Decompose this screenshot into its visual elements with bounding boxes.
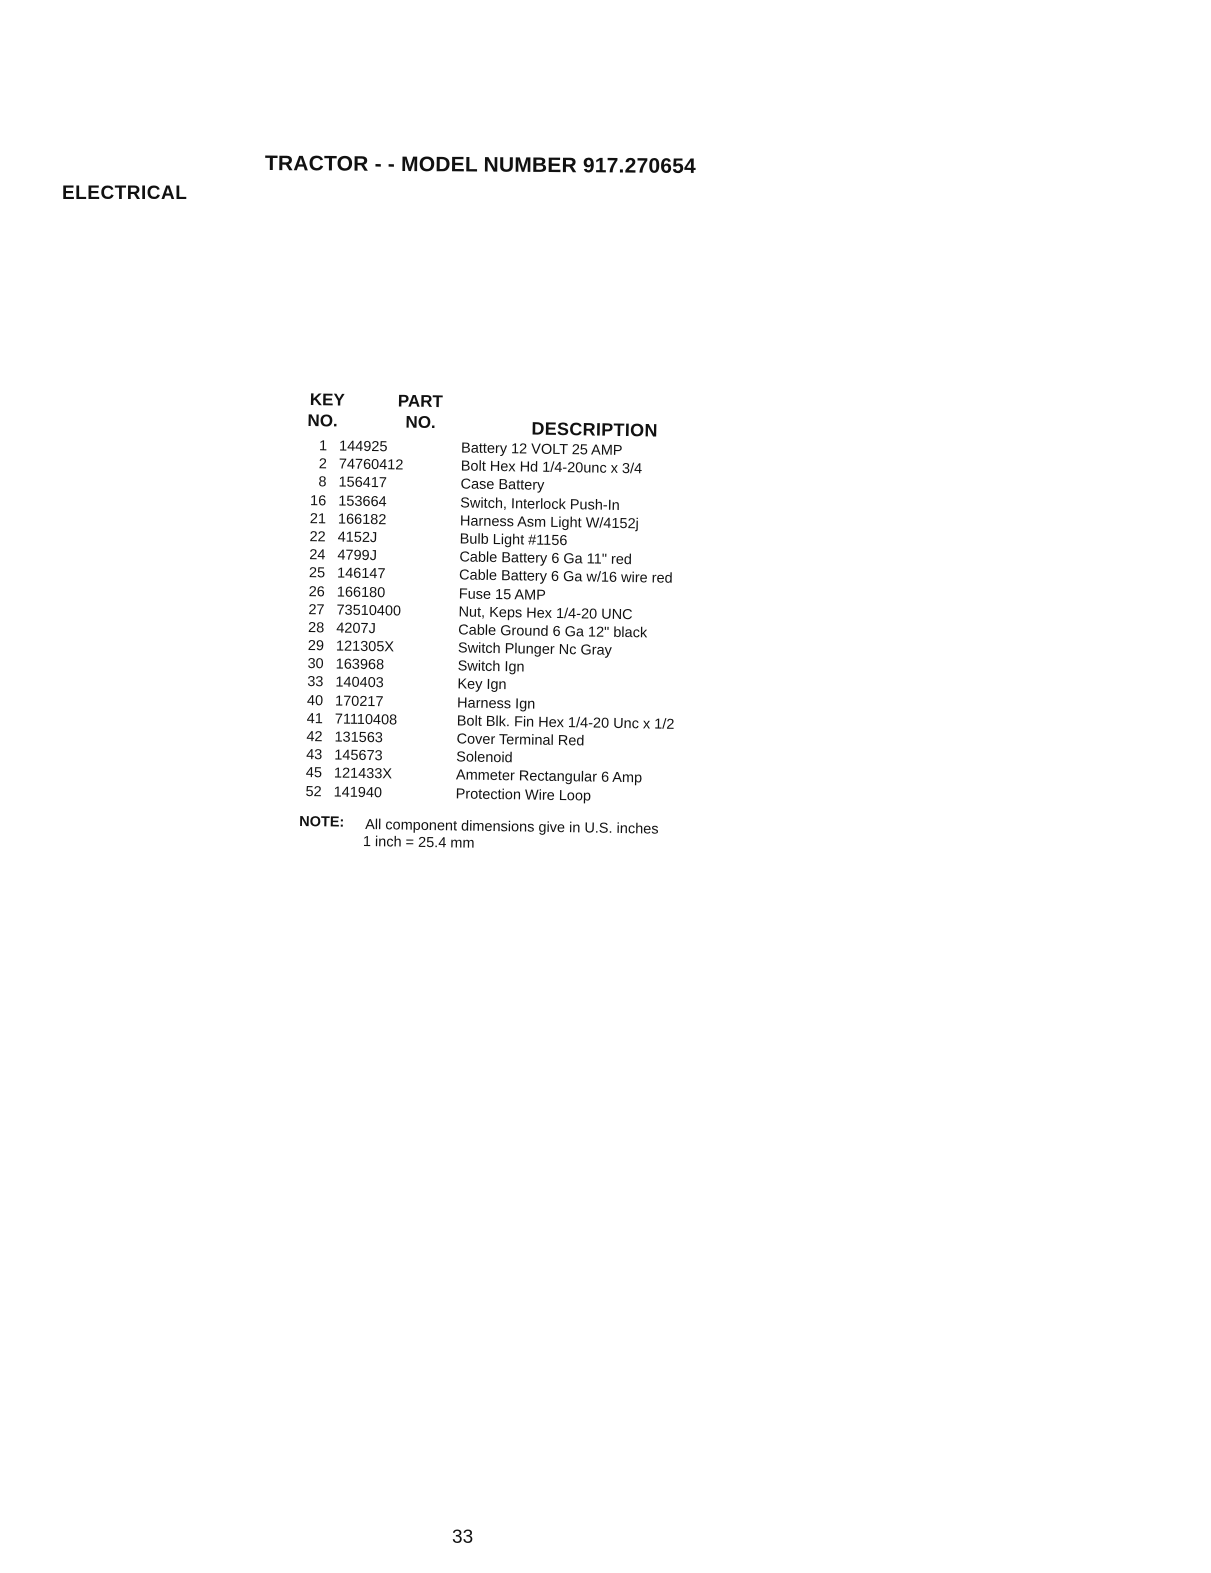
parts-table-header — [305, 390, 746, 445]
key-column-header-line2: NO. — [307, 411, 338, 431]
key-number: 2 — [318, 456, 327, 473]
key-number: 1 — [318, 438, 328, 455]
section-label: ELECTRICAL — [62, 183, 188, 204]
part-description: Bulb Light #1156 — [459, 531, 568, 550]
part-number: 4207J — [336, 620, 376, 637]
key-number: 30 — [307, 656, 324, 673]
part-description: Harness Ign — [456, 695, 536, 713]
part-number: 170217 — [334, 693, 384, 710]
key-number: 29 — [307, 638, 325, 655]
key-column-header-line1: KEY — [309, 390, 345, 410]
part-number: 141940 — [333, 784, 383, 801]
part-number: 71110408 — [334, 711, 398, 729]
part-description: Cable Battery 6 Ga w/16 wire red — [458, 567, 673, 588]
key-number: 26 — [308, 583, 325, 600]
part-number: 73510400 — [336, 602, 402, 620]
parts-table-body — [300, 438, 746, 809]
part-description: Protection Wire Loop — [455, 785, 592, 805]
key-number: 28 — [307, 619, 325, 637]
part-description: Switch Ign — [457, 658, 525, 676]
note — [299, 814, 740, 861]
part-description: Solenoid — [456, 749, 513, 767]
part-description: Fuse 15 AMP — [458, 585, 546, 604]
key-number: 8 — [318, 474, 327, 491]
key-number: 42 — [306, 729, 323, 746]
part-number: 121305X — [335, 638, 395, 656]
key-number: 16 — [309, 492, 327, 509]
part-number: 140403 — [335, 674, 384, 692]
part-number: 4799J — [337, 547, 378, 565]
key-number: 40 — [306, 692, 324, 709]
part-description: Bolt Blk. Fin Hex 1/4-20 Unc x 1/2 — [456, 713, 675, 733]
part-description: Ammeter Rectangular 6 Amp — [455, 767, 643, 787]
note-text: All component dimensions give in U.S. inches — [365, 816, 659, 838]
part-description: Switch Plunger Nc Gray — [457, 640, 612, 659]
part-column-header-line2: NO. — [405, 412, 436, 433]
note-label: NOTE: — [299, 813, 345, 831]
part-number: 163968 — [335, 656, 385, 674]
part-number: 4152J — [337, 529, 378, 547]
key-number: 25 — [308, 565, 326, 582]
part-number: 131563 — [334, 729, 384, 747]
key-number: 24 — [309, 547, 326, 564]
part-number: 144925 — [338, 438, 388, 456]
part-number: 166180 — [336, 584, 386, 601]
part-description: Switch, Interlock Push-In — [460, 495, 620, 514]
part-column-header-line1: PART — [397, 391, 443, 412]
key-number: 22 — [309, 529, 326, 546]
part-description: Battery 12 VOLT 25 AMP — [460, 440, 623, 459]
key-number: 21 — [309, 510, 327, 528]
part-description: Bolt Hex Hd 1/4-20unc x 3/4 — [460, 458, 643, 478]
part-number: 153664 — [338, 493, 387, 510]
part-description: Nut, Keps Hex 1/4-20 UNC — [458, 604, 633, 623]
part-number: 121433X — [333, 765, 393, 783]
part-number: 166182 — [337, 511, 387, 529]
part-description: Key Ign — [457, 676, 507, 694]
note-conversion: 1 inch = 25.4 mm — [362, 833, 475, 852]
page-title: TRACTOR - - MODEL NUMBER 917.270654 — [264, 152, 696, 179]
part-description: Cable Battery 6 Ga 11" red — [459, 549, 633, 569]
part-number: 156417 — [338, 474, 388, 492]
key-number: 43 — [305, 747, 323, 764]
part-description: Cover Terminal Red — [456, 731, 585, 750]
key-number: 27 — [308, 601, 325, 619]
page-number: 33 — [452, 1527, 474, 1548]
part-description: Case Battery — [460, 476, 545, 495]
key-number: 45 — [305, 765, 323, 782]
part-number: 146147 — [336, 565, 386, 583]
parts-list — [299, 390, 746, 861]
part-description: Harness Asm Light W/4152j — [459, 513, 639, 532]
description-column-header: DESCRIPTION — [531, 418, 658, 441]
part-description: Cable Ground 6 Ga 12" black — [458, 622, 648, 642]
part-number: 145673 — [334, 747, 383, 765]
key-number: 41 — [306, 710, 323, 728]
key-number: 33 — [307, 674, 324, 691]
part-number: 74760412 — [338, 456, 404, 474]
key-number: 52 — [305, 783, 322, 800]
